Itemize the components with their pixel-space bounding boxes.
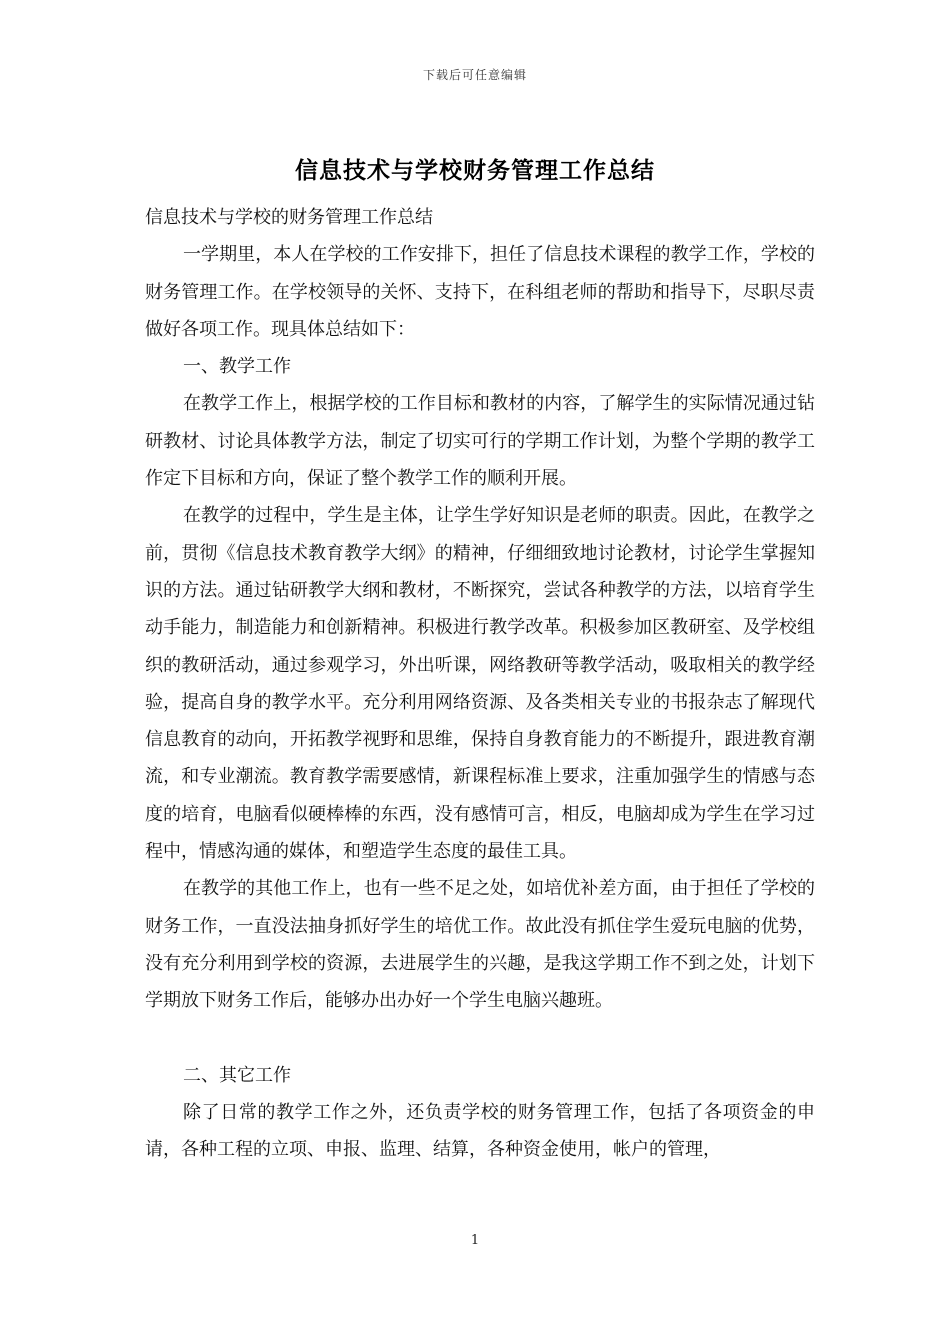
page-number: 1 bbox=[470, 1233, 480, 1248]
paragraph-shortcomings: 在教学的其他工作上，也有一些不足之处，如培优补差方面，由于担任了学校的财务工作，一直没法抽身抓好学生的培优工作。故此没有抓住学生爱玩电脑的优势，没有充分利用到学校的资源，去进展学生的兴趣，是我这学期工作不到之处，计划下学期放下财务工作后，能够办出办好一个学生电脑兴趣班。 bbox=[145, 878, 815, 1012]
paragraph-intro: 一学期里，本人在学校的工作安排下，担任了信息技术课程的教学工作，学校的财务管理工作。在学校领导的关怀、支持下，在科组老师的帮助和指导下，尽职尽责做好各项工作。现具体总结如下： bbox=[145, 244, 815, 340]
paragraph-finance-work: 除了日常的教学工作之外，还负责学校的财务管理工作，包括了各项资金的申请，各种工程的立项、申报、监理、结算，各种资金使用，帐户的管理， bbox=[145, 1101, 815, 1161]
paragraph-teaching-process: 在教学的过程中，学生是主体，让学生学好知识是老师的职责。因此，在教学之前，贯彻《信息技术教育教学大纲》的精神，仔细细致地讨论教材，讨论学生掌握知识的方法。通过钻研教学大纲和教材，不断探究，尝试各种教学的方法，以培育学生动手能力，制造能力和创新精神。积极进行教学改革。积极参加区教研室、及学校组织的教研活动，通过参观学习，外出听课，网络教研等教学活动，吸取相关的教学经验，提高自身的教学水平。充分利用网络资源、及各类相关专业的书报杂志了解现代信息教育的动向，开拓教学视野和思维，保持自身教育能力的不断提升，跟进教育潮流，和专业潮流。教育教学需要感情，新课程标准上要求，注重加强学生的情感与态度的培育，电脑看似硬棒棒的东西，没有感情可言，相反，电脑却成为学生在学习过程中，情感沟通的媒体，和塑造学生态度的最佳工具。 bbox=[145, 505, 815, 863]
paragraph-gap bbox=[145, 1020, 815, 1057]
page-header-note: 下载后可任意编辑 bbox=[422, 68, 527, 82]
document-title: 信息技术与学校财务管理工作总结 bbox=[295, 157, 655, 184]
section-heading-other-work: 二、其它工作 bbox=[183, 1064, 291, 1086]
section-heading-teaching: 一、教学工作 bbox=[183, 356, 291, 378]
paragraph-teaching-plan: 在教学工作上，根据学校的工作目标和教材的内容，了解学生的实际情况通过钻研教材、讨论具体教学方法，制定了切实可行的学期工作计划，为整个学期的教学工作定下目标和方向，保证了整个教学工作的顺利开展。 bbox=[145, 393, 815, 490]
document-subtitle: 信息技术与学校的财务管理工作总结 bbox=[145, 207, 433, 228]
document-body bbox=[145, 199, 815, 1168]
